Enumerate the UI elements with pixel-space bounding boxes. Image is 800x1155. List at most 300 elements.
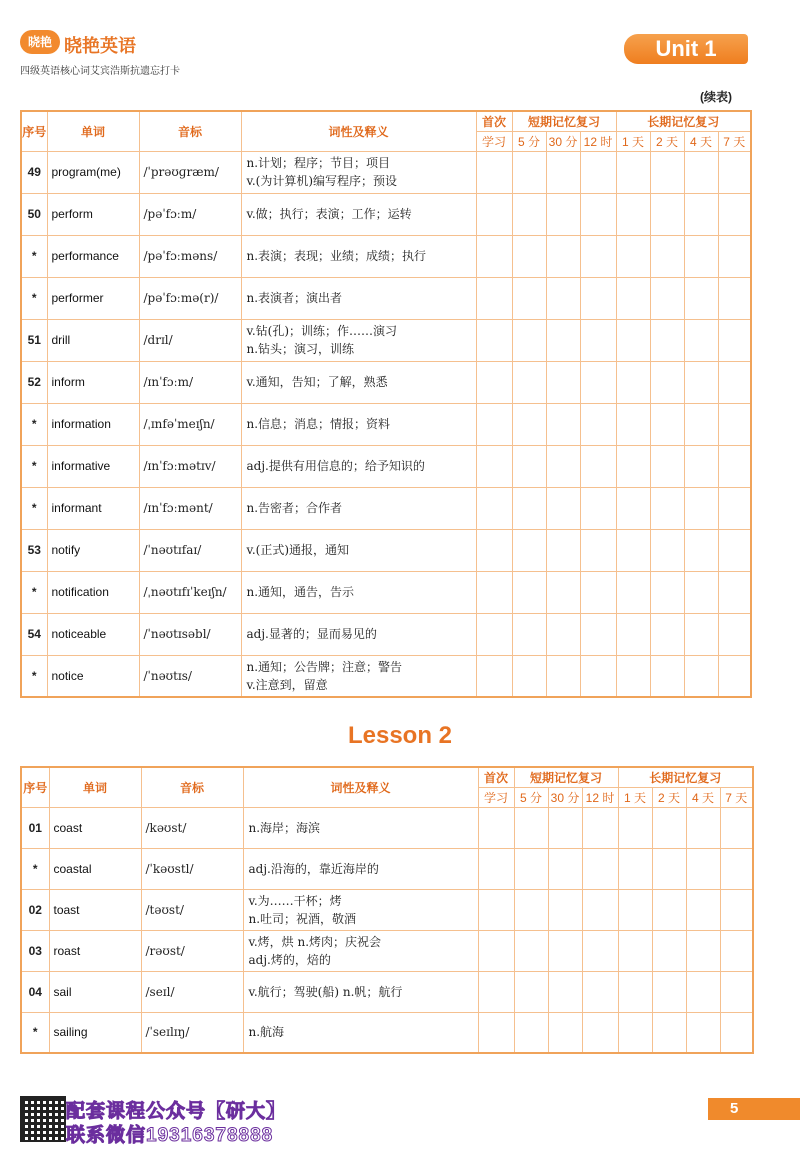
lesson-title: Lesson 2 [347, 722, 453, 749]
definition-line: v.航行；驾驶(船) n.帆；航行 [248, 984, 403, 999]
word-cell: perform [47, 193, 139, 235]
checkbox-5min[interactable] [514, 930, 548, 971]
definition-line: adj.沿海的，靠近海岸的 [248, 861, 379, 876]
checkbox-12h[interactable] [580, 655, 616, 697]
checkbox-2day[interactable] [650, 445, 684, 487]
definition-line: adj.显著的；显而易见的 [246, 627, 377, 641]
checkbox-5min[interactable] [512, 403, 546, 445]
row-number: 50 [21, 193, 47, 235]
checkbox-12h[interactable] [580, 529, 616, 571]
row-number: * [21, 571, 47, 613]
checkbox-30min[interactable] [546, 487, 580, 529]
table-row [21, 445, 751, 487]
checkbox-30min[interactable] [548, 889, 582, 930]
definition-line: v.烤，烘 n.烤肉；庆祝会 [248, 934, 382, 949]
vocab-table-lesson1 [20, 110, 752, 698]
row-number: 03 [21, 930, 49, 971]
checkbox-12h[interactable] [582, 930, 618, 971]
checkbox-1day[interactable] [616, 487, 650, 529]
checkbox-4day[interactable] [684, 361, 718, 403]
table-row [21, 655, 751, 697]
checkbox-2day[interactable] [650, 571, 684, 613]
checkbox-1day[interactable] [616, 571, 650, 613]
table-row [21, 613, 751, 655]
checkbox-1day[interactable] [616, 319, 650, 361]
checkbox-5min[interactable] [512, 361, 546, 403]
checkbox-4day[interactable] [684, 151, 718, 193]
checkbox-4day[interactable] [684, 319, 718, 361]
phonetic-cell: /drɪl/ [139, 319, 241, 361]
checkbox-first-study[interactable] [478, 807, 514, 848]
col-4day: 4 天 [684, 131, 718, 151]
col-first-study-header: 首次 [478, 767, 514, 787]
checkbox-7day[interactable] [718, 445, 751, 487]
checkbox-4day[interactable] [686, 807, 720, 848]
phonetic-cell: /ˌnəʊtɪfɪˈkeɪʃn/ [139, 571, 241, 613]
checkbox-7day[interactable] [718, 613, 751, 655]
checkbox-first-study[interactable] [476, 151, 512, 193]
checkbox-first-study[interactable] [476, 319, 512, 361]
checkbox-5min[interactable] [514, 1012, 548, 1053]
checkbox-2day[interactable] [652, 971, 686, 1012]
definition-line: v.(为计算机)编写程序；预设 [246, 174, 398, 188]
checkbox-1day[interactable] [618, 848, 652, 889]
checkbox-5min[interactable] [512, 487, 546, 529]
definition-line: n.通知，通告，告示 [246, 585, 355, 599]
phonetic-cell: /ˈprəʊɡræm/ [139, 151, 241, 193]
checkbox-12h[interactable] [582, 807, 618, 848]
checkbox-first-study[interactable] [478, 930, 514, 971]
checkbox-1day[interactable] [616, 445, 650, 487]
word-cell: noticeable [47, 613, 139, 655]
checkbox-first-study[interactable] [476, 529, 512, 571]
row-number: 02 [21, 889, 49, 930]
checkbox-30min[interactable] [546, 403, 580, 445]
checkbox-first-study[interactable] [476, 403, 512, 445]
checkbox-7day[interactable] [718, 361, 751, 403]
checkbox-12h[interactable] [580, 613, 616, 655]
checkbox-1day[interactable] [616, 193, 650, 235]
table-row [21, 571, 751, 613]
checkbox-7day[interactable] [718, 529, 751, 571]
checkbox-1day[interactable] [616, 655, 650, 697]
qr-code-icon [20, 1096, 66, 1142]
checkbox-7day[interactable] [718, 655, 751, 697]
word-cell: performer [47, 277, 139, 319]
definition-cell [241, 487, 476, 529]
definition-line: n.告密者；合作者 [246, 501, 343, 515]
definition-line: n.表演者；演出者 [246, 291, 343, 305]
checkbox-7day[interactable] [720, 889, 753, 930]
col-phonetic-header: 音标 [139, 111, 241, 151]
definition-cell [241, 445, 476, 487]
checkbox-12h[interactable] [580, 571, 616, 613]
definition-line: v.通知，告知；了解，熟悉 [246, 375, 388, 389]
col-num-header: 序号 [21, 767, 49, 807]
row-number: * [21, 848, 49, 889]
definition-cell [243, 930, 478, 971]
row-number: * [21, 445, 47, 487]
checkbox-30min[interactable] [548, 930, 582, 971]
checkbox-5min[interactable] [514, 889, 548, 930]
checkbox-4day[interactable] [684, 529, 718, 571]
checkbox-first-study[interactable] [478, 889, 514, 930]
checkbox-4day[interactable] [686, 930, 720, 971]
checkbox-5min[interactable] [512, 445, 546, 487]
definition-line: n.吐司；祝酒，敬酒 [248, 911, 357, 926]
checkbox-1day[interactable] [616, 361, 650, 403]
definition-cell [241, 193, 476, 235]
checkbox-5min[interactable] [514, 971, 548, 1012]
page-header [0, 0, 800, 80]
definition-line: n.表演；表现；业绩；成绩；执行 [246, 249, 427, 263]
checkbox-4day[interactable] [684, 571, 718, 613]
logo-icon: 晓艳 [20, 30, 60, 54]
word-cell: sailing [49, 1012, 141, 1053]
row-number: 04 [21, 971, 49, 1012]
row-number: 52 [21, 361, 47, 403]
phonetic-cell: /kəʊst/ [141, 807, 243, 848]
checkbox-first-study[interactable] [478, 848, 514, 889]
checkbox-4day[interactable] [686, 971, 720, 1012]
col-30min: 30 分 [546, 131, 580, 151]
checkbox-30min[interactable] [548, 807, 582, 848]
checkbox-1day[interactable] [616, 235, 650, 277]
col-num-header: 序号 [21, 111, 47, 151]
checkbox-5min[interactable] [512, 529, 546, 571]
checkbox-7day[interactable] [718, 571, 751, 613]
checkbox-4day[interactable] [684, 655, 718, 697]
definition-cell [241, 319, 476, 361]
table-row [21, 807, 753, 848]
checkbox-first-study[interactable] [476, 361, 512, 403]
table-row [21, 361, 751, 403]
checkbox-12h[interactable] [580, 445, 616, 487]
definition-cell [241, 277, 476, 319]
checkbox-30min[interactable] [546, 613, 580, 655]
col-5min: 5 分 [512, 131, 546, 151]
table-row [21, 971, 753, 1012]
row-number: 49 [21, 151, 47, 193]
word-cell: informative [47, 445, 139, 487]
checkbox-12h[interactable] [582, 848, 618, 889]
col-1day: 1 天 [616, 131, 650, 151]
checkbox-first-study[interactable] [476, 193, 512, 235]
checkbox-4day[interactable] [686, 848, 720, 889]
checkbox-30min[interactable] [546, 529, 580, 571]
col-4day: 4 天 [686, 787, 720, 807]
checkbox-2day[interactable] [652, 930, 686, 971]
checkbox-first-study[interactable] [476, 655, 512, 697]
checkbox-30min[interactable] [546, 235, 580, 277]
checkbox-30min[interactable] [548, 1012, 582, 1053]
table-row [21, 930, 753, 971]
definition-line: n.信息；消息；情报；资料 [246, 417, 391, 431]
phonetic-cell: /ˈnəʊtɪs/ [139, 655, 241, 697]
checkbox-first-study[interactable] [476, 445, 512, 487]
table-row [21, 277, 751, 319]
checkbox-2day[interactable] [650, 403, 684, 445]
checkbox-30min[interactable] [546, 361, 580, 403]
word-cell: notice [47, 655, 139, 697]
word-cell: sail [49, 971, 141, 1012]
checkbox-7day[interactable] [718, 235, 751, 277]
definition-line: n.海岸；海滨 [248, 820, 321, 835]
checkbox-5min[interactable] [512, 655, 546, 697]
checkbox-7day[interactable] [718, 277, 751, 319]
row-number: 53 [21, 529, 47, 571]
col-long-review-header: 长期记忆复习 [616, 111, 751, 131]
word-cell: coast [49, 807, 141, 848]
col-first-study-sub: 学习 [476, 131, 512, 151]
definition-cell [243, 807, 478, 848]
checkbox-7day[interactable] [718, 193, 751, 235]
col-meaning-header: 词性及释义 [241, 111, 476, 151]
checkbox-30min[interactable] [546, 277, 580, 319]
row-number: * [21, 277, 47, 319]
checkbox-30min[interactable] [548, 848, 582, 889]
checkbox-12h[interactable] [580, 361, 616, 403]
definition-cell [243, 848, 478, 889]
checkbox-2day[interactable] [652, 889, 686, 930]
checkbox-2day[interactable] [650, 193, 684, 235]
col-12h: 12 时 [580, 131, 616, 151]
table-row [21, 487, 751, 529]
checkbox-1day[interactable] [616, 277, 650, 319]
checkbox-4day[interactable] [684, 487, 718, 529]
checkbox-4day[interactable] [686, 889, 720, 930]
checkbox-first-study[interactable] [476, 571, 512, 613]
phonetic-cell: /pəˈfɔːmə(r)/ [139, 277, 241, 319]
checkbox-5min[interactable] [512, 193, 546, 235]
checkbox-12h[interactable] [580, 235, 616, 277]
row-number: * [21, 655, 47, 697]
checkbox-1day[interactable] [618, 930, 652, 971]
checkbox-first-study[interactable] [476, 277, 512, 319]
checkbox-4day[interactable] [684, 235, 718, 277]
phonetic-cell: /ɪnˈfɔːm/ [139, 361, 241, 403]
checkbox-30min[interactable] [548, 971, 582, 1012]
word-cell: program(me) [47, 151, 139, 193]
checkbox-5min[interactable] [512, 151, 546, 193]
phonetic-cell: /ˈkəʊstl/ [141, 848, 243, 889]
checkbox-7day[interactable] [720, 971, 753, 1012]
checkbox-4day[interactable] [686, 1012, 720, 1053]
checkbox-12h[interactable] [582, 971, 618, 1012]
table-row [21, 319, 751, 361]
checkbox-2day[interactable] [650, 319, 684, 361]
row-number: * [21, 487, 47, 529]
table-row [21, 235, 751, 277]
checkbox-12h[interactable] [582, 1012, 618, 1053]
checkbox-5min[interactable] [512, 277, 546, 319]
checkbox-4day[interactable] [684, 403, 718, 445]
footer-promo-line1: 配套课程公众号【研大】 [66, 1101, 287, 1122]
col-short-review-header: 短期记忆复习 [514, 767, 618, 787]
checkbox-1day[interactable] [618, 1012, 652, 1053]
checkbox-1day[interactable] [616, 151, 650, 193]
word-cell: toast [49, 889, 141, 930]
checkbox-12h[interactable] [580, 151, 616, 193]
checkbox-12h[interactable] [580, 319, 616, 361]
checkbox-first-study[interactable] [478, 971, 514, 1012]
table-row [21, 151, 751, 193]
table-row [21, 403, 751, 445]
definition-cell [241, 571, 476, 613]
checkbox-2day[interactable] [650, 529, 684, 571]
header-subtitle: 四级英语核心词艾宾浩斯抗遗忘打卡 [20, 66, 180, 77]
checkbox-2day[interactable] [652, 848, 686, 889]
word-cell: notify [47, 529, 139, 571]
row-number: * [21, 403, 47, 445]
checkbox-4day[interactable] [684, 613, 718, 655]
vocab-table-lesson2 [20, 766, 754, 1054]
definition-cell [241, 403, 476, 445]
checkbox-1day[interactable] [616, 613, 650, 655]
checkbox-30min[interactable] [546, 151, 580, 193]
checkbox-1day[interactable] [616, 403, 650, 445]
checkbox-12h[interactable] [580, 403, 616, 445]
definition-line: n.通知；公告牌；注意；警告 [246, 659, 403, 674]
checkbox-4day[interactable] [684, 193, 718, 235]
phonetic-cell: /ˈnəʊtɪfaɪ/ [139, 529, 241, 571]
phonetic-cell: /seɪl/ [141, 971, 243, 1012]
checkbox-5min[interactable] [512, 571, 546, 613]
word-cell: roast [49, 930, 141, 971]
checkbox-2day[interactable] [650, 613, 684, 655]
word-cell: inform [47, 361, 139, 403]
table-row [21, 1012, 753, 1053]
checkbox-7day[interactable] [720, 807, 753, 848]
col-5min: 5 分 [514, 787, 548, 807]
row-number: 54 [21, 613, 47, 655]
col-7day: 7 天 [718, 131, 751, 151]
definition-cell [241, 613, 476, 655]
unit-badge: Unit 1 [624, 34, 748, 64]
col-short-review-header: 短期记忆复习 [512, 111, 616, 131]
word-cell: notification [47, 571, 139, 613]
checkbox-7day[interactable] [720, 848, 753, 889]
checkbox-2day[interactable] [650, 655, 684, 697]
checkbox-30min[interactable] [546, 445, 580, 487]
definition-line: v.钻(孔)；训练；作……演习 [246, 324, 398, 338]
definition-cell [241, 151, 476, 193]
col-long-review-header: 长期记忆复习 [618, 767, 753, 787]
row-number: 01 [21, 807, 49, 848]
row-number: * [21, 1012, 49, 1053]
checkbox-5min[interactable] [514, 848, 548, 889]
word-cell: informant [47, 487, 139, 529]
checkbox-2day[interactable] [650, 151, 684, 193]
table-row [21, 193, 751, 235]
checkbox-7day[interactable] [718, 151, 751, 193]
checkbox-5min[interactable] [512, 319, 546, 361]
definition-line: adj.提供有用信息的；给予知识的 [246, 459, 425, 473]
col-first-study-header: 首次 [476, 111, 512, 131]
definition-line: v.(正式)通报，通知 [246, 543, 350, 557]
checkbox-30min[interactable] [546, 571, 580, 613]
phonetic-cell: /ˈnəʊtɪsəbl/ [139, 613, 241, 655]
checkbox-7day[interactable] [720, 1012, 753, 1053]
col-1day: 1 天 [618, 787, 652, 807]
definition-cell [241, 361, 476, 403]
word-cell: coastal [49, 848, 141, 889]
col-30min: 30 分 [548, 787, 582, 807]
checkbox-2day[interactable] [652, 1012, 686, 1053]
checkbox-first-study[interactable] [478, 1012, 514, 1053]
checkbox-1day[interactable] [618, 889, 652, 930]
checkbox-2day[interactable] [652, 807, 686, 848]
checkbox-5min[interactable] [512, 235, 546, 277]
checkbox-30min[interactable] [546, 655, 580, 697]
word-cell: performance [47, 235, 139, 277]
col-phonetic-header: 音标 [141, 767, 243, 807]
checkbox-12h[interactable] [580, 193, 616, 235]
definition-cell [243, 1012, 478, 1053]
phonetic-cell: /pəˈfɔːməns/ [139, 235, 241, 277]
definition-cell [241, 529, 476, 571]
brand-name: 晓艳英语 [64, 36, 136, 56]
checkbox-1day[interactable] [616, 529, 650, 571]
checkbox-5min[interactable] [514, 807, 548, 848]
row-number: * [21, 235, 47, 277]
definition-line: v.注意到，留意 [246, 677, 328, 692]
col-word-header: 单词 [49, 767, 141, 807]
checkbox-30min[interactable] [546, 319, 580, 361]
phonetic-cell: /ɪnˈfɔːmənt/ [139, 487, 241, 529]
checkbox-7day[interactable] [718, 319, 751, 361]
checkbox-7day[interactable] [718, 487, 751, 529]
definition-line: n.钻头；演习，训练 [246, 342, 355, 356]
checkbox-12h[interactable] [580, 487, 616, 529]
checkbox-7day[interactable] [720, 930, 753, 971]
phonetic-cell: /təʊst/ [141, 889, 243, 930]
checkbox-5min[interactable] [512, 613, 546, 655]
checkbox-first-study[interactable] [476, 487, 512, 529]
checkbox-1day[interactable] [618, 971, 652, 1012]
row-number: 51 [21, 319, 47, 361]
checkbox-30min[interactable] [546, 193, 580, 235]
checkbox-12h[interactable] [582, 889, 618, 930]
checkbox-1day[interactable] [618, 807, 652, 848]
col-12h: 12 时 [582, 787, 618, 807]
col-2day: 2 天 [652, 787, 686, 807]
col-7day: 7 天 [720, 787, 753, 807]
checkbox-2day[interactable] [650, 487, 684, 529]
checkbox-2day[interactable] [650, 361, 684, 403]
definition-cell [243, 889, 478, 930]
page-number: 5 [708, 1098, 800, 1120]
checkbox-2day[interactable] [650, 235, 684, 277]
checkbox-first-study[interactable] [476, 235, 512, 277]
checkbox-first-study[interactable] [476, 613, 512, 655]
definition-line: v.为……干杯；烤 [248, 893, 342, 908]
checkbox-4day[interactable] [684, 277, 718, 319]
checkbox-7day[interactable] [718, 403, 751, 445]
word-cell: information [47, 403, 139, 445]
definition-cell [243, 971, 478, 1012]
phonetic-cell: /ɪnˈfɔːmətɪv/ [139, 445, 241, 487]
footer-promo-line2: 联系微信19316378888 [66, 1125, 274, 1146]
col-2day: 2 天 [650, 131, 684, 151]
phonetic-cell: /pəˈfɔːm/ [139, 193, 241, 235]
checkbox-2day[interactable] [650, 277, 684, 319]
checkbox-12h[interactable] [580, 277, 616, 319]
word-cell: drill [47, 319, 139, 361]
definition-line: n.计划；程序；节目；项目 [246, 156, 391, 170]
definition-line: n.航海 [248, 1025, 285, 1040]
checkbox-4day[interactable] [684, 445, 718, 487]
